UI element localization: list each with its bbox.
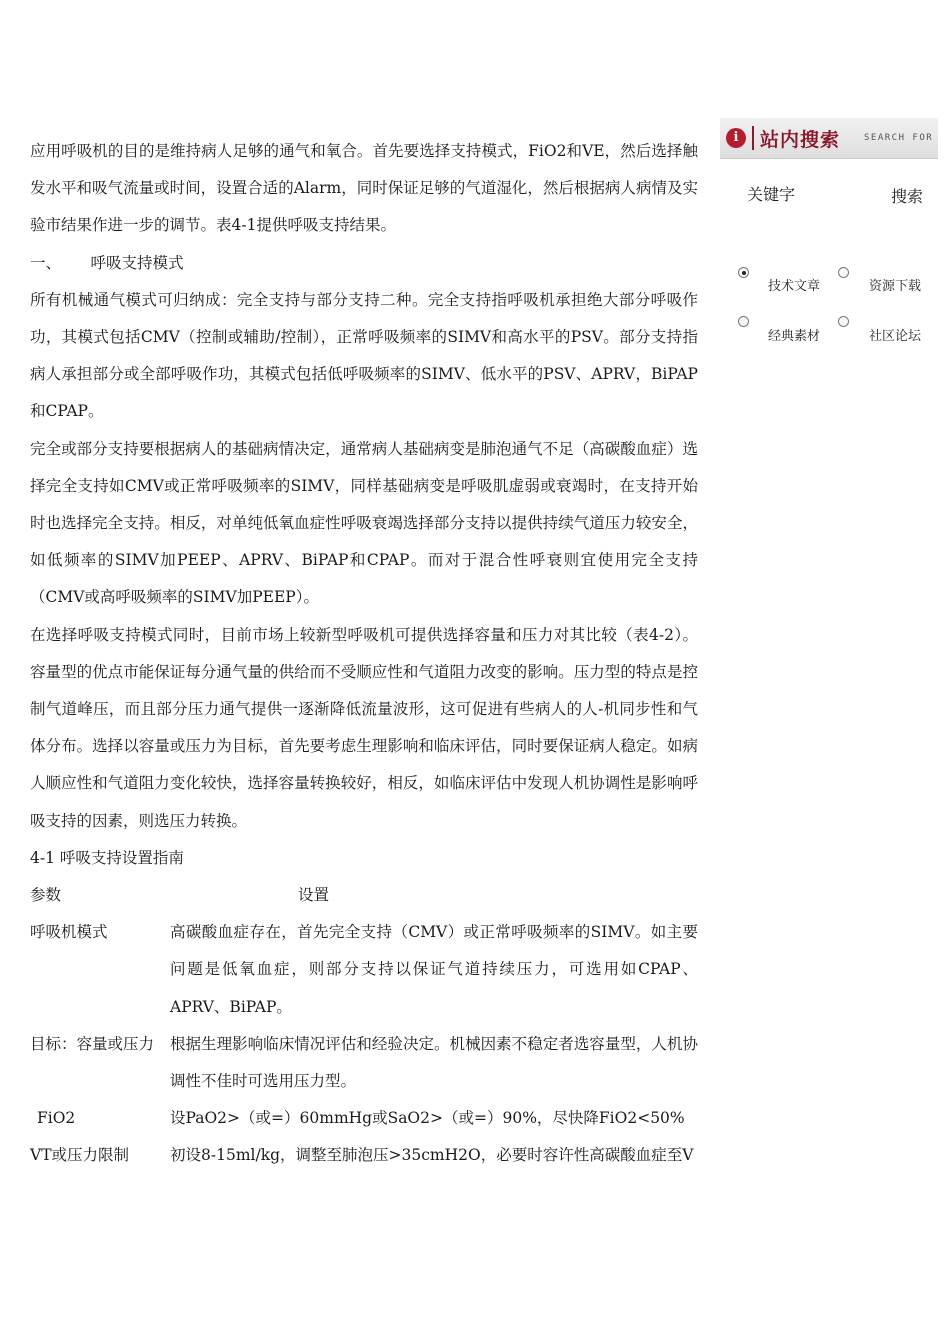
radio-tech-articles[interactable]	[738, 267, 749, 278]
table-row	[30, 1026, 698, 1100]
intro-paragraph: 应用呼吸机的目的是维持病人足够的通气和氧合。首先要选择支持模式，FiO2和VE，然后选择触发水平和吸气流量或时间，设置合适的Alarm，同时保证足够的气道湿化，然后根据病人病情及实验市结果作进一步的调节。表4-1提供呼吸支持结果。	[30, 142, 698, 235]
radio-label-resource-download: 资源下载	[869, 279, 922, 294]
paragraph-volume-pressure: 在选择呼吸支持模式同时，目前市场上较新型呼吸机可提供选择容量和压力对其比较（表4-2）。容量型的优点市能保证每分通气量的供给而不受顺应性和气道阻力改变的影响。压力型的特点是控制气道峰压，而且部分压力通气提供一逐渐降低流量波形，这可促进有些病人的人-机同步性和气体分布。选择以容量或压力为目标，首先要考虑生理影响和临床评估，同时要保证病人稳定。如病人顺应性和气道阻力变化较快，选择容量转换较好，相反，如临床评估中发现人机协调性是影响呼吸支持的因素，则选压力转换。	[30, 625, 698, 830]
row-label: 呼吸机模式	[30, 923, 108, 942]
keyword-label: 关键字	[747, 185, 796, 204]
radio-label-tech-articles: 技术文章	[768, 279, 821, 294]
row-value: 根据生理影响临床情况评估和经验决定。机械因素不稳定者选容量型，人机协调性不佳时可选用压力型。	[170, 1034, 698, 1091]
site-search-panel	[720, 118, 940, 344]
search-banner	[720, 118, 938, 159]
table-header-param: 参数	[30, 886, 62, 905]
section-heading: 一、 呼吸支持模式	[30, 253, 184, 272]
search-category-group	[720, 264, 940, 364]
row-value: 初设8-15ml/kg，调整至肺泡压>35cmH2O，必要时容许性高碳酸血症至V	[170, 1146, 694, 1165]
row-label: 目标：容量或压力	[30, 1034, 155, 1053]
radio-classic-materials[interactable]	[738, 316, 749, 327]
row-value: 高碳酸血症存在，首先完全支持（CMV）或正常呼吸频率的SIMV。如主要问题是低氧血症，则部分支持以保证气道持续压力，可选用如CPAP、APRV、BiPAP。	[170, 923, 698, 1016]
table-row	[30, 1100, 698, 1137]
table-header-setting: 设置	[298, 886, 330, 905]
table-title: 4-1 呼吸支持设置指南	[30, 848, 184, 867]
search-button[interactable]: 搜索	[891, 187, 924, 206]
radio-resource-download[interactable]	[838, 267, 849, 278]
banner-title: 站内搜索	[760, 129, 841, 151]
banner-subtitle: SEARCH FOR	[864, 133, 934, 143]
paragraph-support-types: 所有机械通气模式可归纳成：完全支持与部分支持二种。完全支持指呼吸机承担绝大部分呼吸作功，其模式包括CMV（控制或辅助/控制），正常呼吸频率的SIMV和高水平的PSV。部分支持指病人承担部分或全部呼吸作功，其模式包括低呼吸频率的SIMV、低水平的PSV、APRV，BiPAP和CPAP。	[30, 290, 698, 421]
row-label: VT或压力限制	[30, 1146, 130, 1165]
article-body	[30, 133, 698, 1175]
row-label: FiO2	[37, 1109, 76, 1128]
table-header	[30, 877, 698, 914]
info-icon: i	[726, 128, 746, 148]
table-row	[30, 1137, 698, 1174]
banner-divider	[752, 126, 754, 150]
table-row	[30, 914, 698, 1026]
radio-community-forum[interactable]	[838, 316, 849, 327]
paragraph-support-choice: 完全或部分支持要根据病人的基础病情决定，通常病人基础病变是肺泡通气不足（高碳酸血症）选择完全支持如CMV或正常呼吸频率的SIMV，同样基础病变是呼吸肌虚弱或衰竭时，在支持开始时也选择完全支持。相反，对单纯低氧血症性呼吸衰竭选择部分支持以提供持续气道压力较安全，如低频率的SIMV加PEEP、APRV、BiPAP和CPAP。而对于混合性呼衰则宜使用完全支持（CMV或高呼吸频率的SIMV加PEEP）。	[30, 439, 698, 607]
radio-label-community-forum: 社区论坛	[869, 329, 922, 344]
radio-label-classic-materials: 经典素材	[768, 329, 821, 344]
row-value: 设PaO2>（或=）60mmHg或SaO2>（或=）90%，尽快降FiO2<50%	[170, 1109, 685, 1128]
